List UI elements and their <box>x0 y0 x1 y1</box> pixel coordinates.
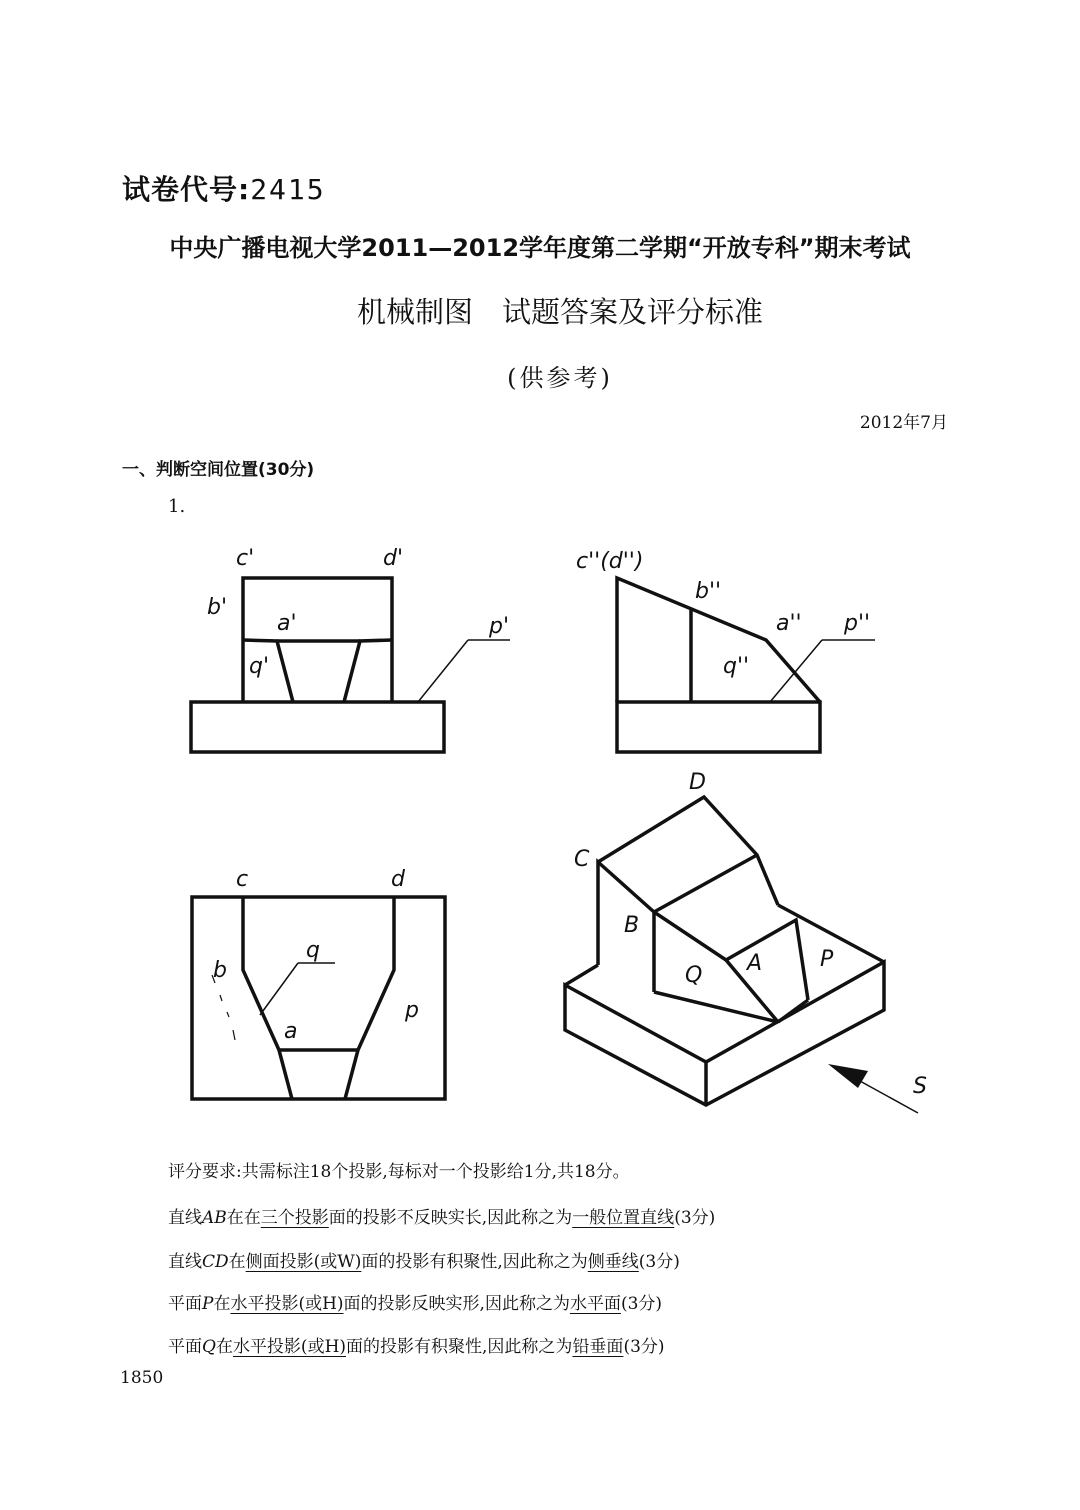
answer-1-var: AB <box>202 1208 227 1228</box>
answer-line-3 <box>168 1292 662 1316</box>
arrow-head-icon <box>828 1064 868 1088</box>
exam-code-number: 2415 <box>250 173 326 206</box>
top-leader <box>260 963 335 1015</box>
answer-2-blank1: 侧面投影(或W) <box>245 1252 362 1272</box>
answer-4-post: (3分) <box>623 1337 665 1357</box>
reference-note: (供参考) <box>507 364 613 392</box>
answer-2-mid1: 在 <box>228 1252 246 1272</box>
top-label-d: d <box>391 867 405 892</box>
side-label-q: q'' <box>723 654 750 679</box>
front-label-p: p' <box>489 614 510 639</box>
iso-label-C: C <box>574 847 590 872</box>
exam-code-label: 试卷代号: <box>122 173 251 206</box>
front-leader <box>418 640 510 702</box>
top-label-a: a <box>284 1019 298 1044</box>
answer-3-var: P <box>202 1294 214 1314</box>
front-label-c: c' <box>236 546 255 571</box>
exam-title: 中央广播电视大学2011—2012学年度第二学期“开放专科”期末考试 <box>169 234 911 262</box>
section-title: 一、判断空间位置(30分) <box>122 460 315 480</box>
answer-1-post: (3分) <box>674 1208 716 1228</box>
subject-title: 机械制图 试题答案及评分标准 <box>356 295 763 329</box>
answer-line-4 <box>168 1335 665 1359</box>
side-leader <box>770 640 875 702</box>
iso-label-S: S <box>913 1074 927 1099</box>
iso-label-P: P <box>820 947 834 972</box>
answer-2-blank2: 侧垂线 <box>587 1252 639 1272</box>
front-view <box>191 578 444 752</box>
iso-a-face <box>726 920 808 1000</box>
answer-1-pre: 直线 <box>168 1208 202 1228</box>
answer-4-mid2: 面的投影有积聚性,因此称之为 <box>346 1337 573 1357</box>
top-left-edge <box>243 897 292 1099</box>
top-label-c: c <box>236 867 249 892</box>
iso-top-face <box>598 797 778 905</box>
iso-label-Q: Q <box>685 963 703 988</box>
page-number: 1850 <box>120 1368 164 1388</box>
top-label-p: p <box>405 998 419 1023</box>
answer-line-1 <box>168 1206 715 1230</box>
answer-2-mid2: 面的投影有积聚性,因此称之为 <box>361 1252 588 1272</box>
front-label-a: a' <box>277 611 297 636</box>
answer-2-var: CD <box>202 1252 229 1272</box>
side-base <box>617 702 820 752</box>
front-base <box>191 702 444 752</box>
front-label-q: q' <box>249 654 270 679</box>
answer-4-blank1: 水平投影(或H) <box>232 1337 347 1357</box>
front-label-b: b' <box>207 595 228 620</box>
answer-2-post: (3分) <box>638 1252 680 1272</box>
question-number: 1. <box>168 496 186 517</box>
iso-top-inner <box>654 855 757 912</box>
top-right-edge <box>345 897 394 1099</box>
isometric-view <box>565 797 884 1105</box>
answer-4-mid1: 在 <box>215 1337 233 1357</box>
top-dashes <box>212 975 235 1040</box>
answer-4-blank2: 铅垂面 <box>572 1337 624 1357</box>
exam-date: 2012年7月 <box>859 413 948 433</box>
answer-1-blank2: 一般位置直线 <box>572 1208 675 1228</box>
answer-3-blank1: 水平投影(或H) <box>230 1294 344 1314</box>
answer-1-mid2: 面的投影不反映实长,因此称之为 <box>328 1208 573 1228</box>
iso-label-B: B <box>624 913 640 938</box>
front-right-cut <box>344 640 392 702</box>
answer-3-mid2: 面的投影反映实形,因此称之为 <box>343 1294 570 1314</box>
iso-label-D: D <box>689 770 706 795</box>
iso-label-A: A <box>747 951 763 976</box>
answer-4-pre: 平面 <box>168 1337 202 1357</box>
iso-base-front <box>565 962 884 1105</box>
answer-line-2 <box>168 1250 680 1274</box>
scoring-note: 评分要求:共需标注18个投影,每标对一个投影给1分,共18分。 <box>168 1162 630 1182</box>
side-label-a: a'' <box>776 611 802 636</box>
answer-3-mid1: 在 <box>213 1294 231 1314</box>
side-label-b: b'' <box>695 579 722 604</box>
answer-3-pre: 平面 <box>168 1294 202 1314</box>
answer-1-mid1: 在在 <box>226 1208 261 1228</box>
side-label-p: p'' <box>844 611 871 636</box>
answer-4-var: Q <box>202 1337 216 1357</box>
answer-1-blank1: 三个投影 <box>260 1208 329 1228</box>
iso-q-bottom <box>654 992 778 1022</box>
front-label-d: d' <box>383 546 404 571</box>
answer-3-blank2: 水平面 <box>569 1294 621 1314</box>
side-view <box>617 578 820 752</box>
answer-3-post: (3分) <box>620 1294 663 1314</box>
top-label-q: q <box>306 938 320 963</box>
side-label-cd: c''(d'') <box>576 549 644 574</box>
answer-2-pre: 直线 <box>168 1252 202 1272</box>
top-label-b: b <box>213 958 227 983</box>
